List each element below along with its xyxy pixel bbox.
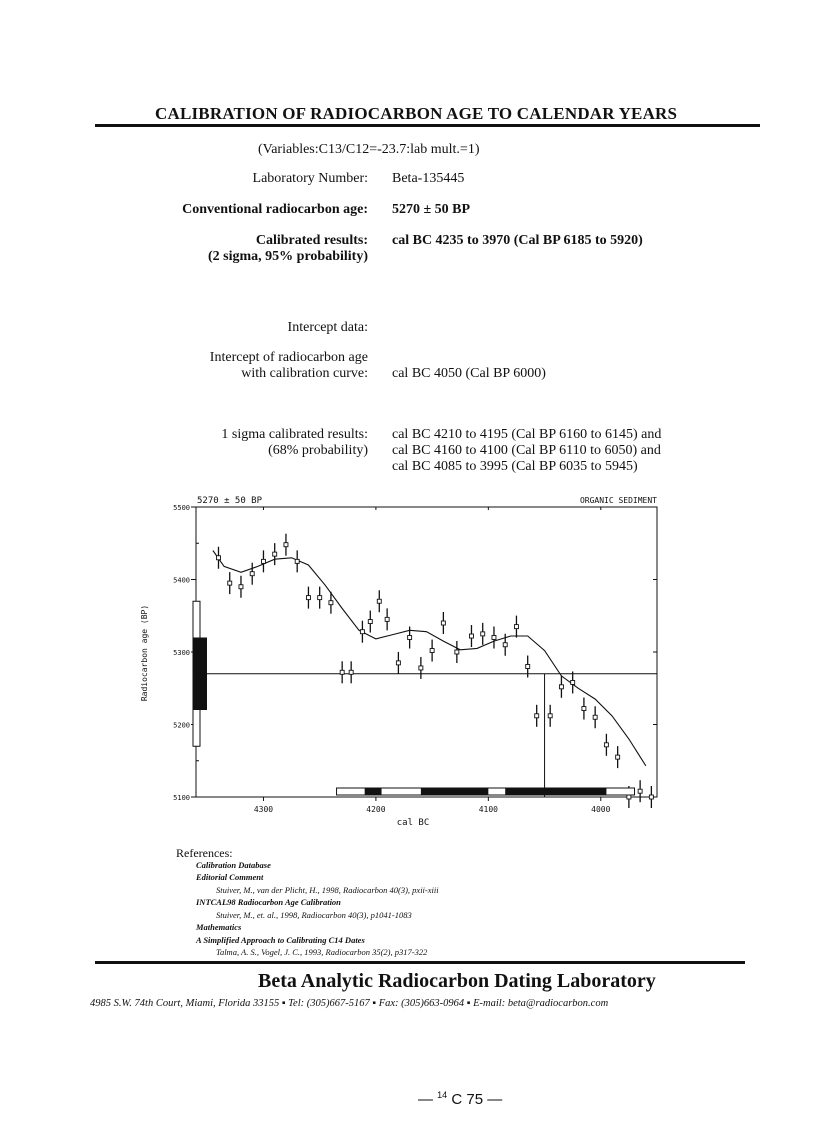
data-point — [593, 715, 597, 719]
data-point — [481, 632, 485, 636]
intercept-label — [210, 350, 368, 382]
data-point — [492, 636, 496, 640]
y-tick-label: 5100 — [173, 794, 190, 802]
calibrated-label-sub: (2 sigma, 95% probability) — [208, 249, 368, 264]
calibrated-value: cal BC 4235 to 3970 (Cal BP 6185 to 5920) — [392, 233, 643, 248]
page-number-prefix: — — [418, 1091, 433, 1108]
conventional-age-value: 5270 ± 50 BP — [392, 202, 471, 217]
data-point — [408, 636, 412, 640]
one-sigma-value-3: cal BC 4085 to 3995 (Cal BP 6035 to 5945) — [392, 459, 638, 474]
calibration-curve — [213, 551, 646, 766]
data-point — [396, 661, 400, 665]
ref-line-2: Editorial Comment — [196, 872, 264, 882]
data-point — [526, 665, 530, 669]
data-point — [582, 707, 586, 711]
x-tick-label: 4100 — [478, 805, 498, 814]
bottom-rule — [95, 961, 745, 964]
range-1sigma — [505, 788, 606, 795]
data-point — [385, 617, 389, 621]
page-number-sup: 14 — [437, 1090, 448, 1100]
chart-x-label: cal BC — [396, 818, 430, 828]
data-point — [228, 581, 232, 585]
variables-line: (Variables:C13/C12=-23.7:lab mult.=1) — [258, 142, 480, 157]
one-sigma-value-1: cal BC 4210 to 4195 (Cal BP 6160 to 6145) and — [392, 427, 662, 442]
ref-line-8: Talma, A. S., Vogel, J. C., 1993, Radiocarbon 35(2), p317-322 — [216, 947, 428, 957]
intercept-label-line1: Intercept of radiocarbon age — [209, 350, 368, 365]
data-point — [535, 714, 539, 718]
data-point — [616, 755, 620, 759]
lab-number-value: Beta-135445 — [392, 171, 465, 186]
conventional-age-label: Conventional radiocarbon age: — [182, 202, 368, 217]
data-point — [239, 585, 243, 589]
x-tick-label: 4000 — [591, 805, 611, 814]
data-point — [349, 670, 353, 674]
data-point — [360, 630, 364, 634]
y-tick-label: 5200 — [173, 721, 190, 730]
range-1sigma — [365, 788, 382, 795]
data-point — [318, 596, 322, 600]
y-tick-label: 5400 — [173, 576, 190, 585]
x-tick-label: 4200 — [366, 805, 386, 814]
x-tick-label: 4300 — [253, 805, 274, 814]
data-point — [295, 559, 299, 563]
one-sigma-value-2: cal BC 4160 to 4100 (Cal BP 6110 to 6050) and — [392, 443, 661, 458]
data-point — [377, 599, 381, 603]
chart-y-label: Radiocarbon age (BP) — [140, 604, 149, 702]
data-point — [469, 634, 473, 638]
data-point — [571, 680, 575, 684]
ref-line-3: Stuiver, M., van der Plicht, H., 1998, Radiocarbon 40(3), pxii-xiii — [216, 885, 439, 895]
data-point — [306, 596, 310, 600]
data-point — [273, 552, 277, 556]
y-tick-label: 5300 — [173, 649, 190, 657]
page-title: CALIBRATION OF RADIOCARBON AGE TO CALENDAR YEARS — [155, 104, 678, 123]
data-point — [455, 650, 459, 654]
data-point — [441, 621, 445, 625]
one-sigma-label — [221, 427, 368, 459]
ref-line-6: Mathematics — [196, 922, 242, 932]
data-point — [638, 789, 642, 793]
data-point — [559, 685, 563, 689]
data-point — [419, 666, 423, 670]
ref-line-1: Calibration Database — [196, 860, 271, 870]
calibration-chart — [135, 490, 675, 835]
one-sigma-label-line1: 1 sigma calibrated results: — [221, 427, 368, 442]
data-point — [627, 795, 631, 799]
one-sigma-values — [392, 427, 661, 475]
data-point — [430, 649, 434, 653]
one-sigma-label-line2: (68% probability) — [268, 443, 368, 458]
chart-title: 5270 ± 50 BP — [197, 496, 263, 506]
intercept-heading: Intercept data: — [287, 320, 368, 335]
page-number-main: C 75 — — [451, 1091, 503, 1108]
lab-address: 4985 S.W. 74th Court, Miami, Florida 33155 ▪ Tel: (305)667-5167 ▪ Fax: (305)663-0964 ▪ E-mail: beta@radiocarbon.com — [90, 998, 609, 1009]
data-point — [250, 572, 254, 576]
data-point — [649, 795, 653, 799]
chart-subtitle: ORGANIC SEDIMENT — [579, 496, 657, 505]
data-point — [514, 625, 518, 629]
plot-frame — [196, 507, 657, 797]
data-point — [329, 601, 333, 605]
lab-number-label: Laboratory Number: — [252, 171, 368, 186]
calibrated-label-main: Calibrated results: — [255, 233, 368, 248]
data-point — [503, 643, 507, 647]
intercept-label-line2: with calibration curve: — [241, 366, 368, 381]
data-point — [604, 743, 608, 747]
range-1sigma — [421, 788, 488, 795]
data-point — [261, 559, 265, 563]
data-point — [284, 543, 288, 547]
references-heading: References: — [176, 846, 233, 860]
top-rule — [95, 124, 760, 127]
ref-line-4: INTCAL98 Radiocarbon Age Calibration — [196, 897, 341, 907]
calibrated-label — [208, 233, 368, 265]
ref-line-5: Stuiver, M., et. al., 1998, Radiocarbon 40(3), p1041-1083 — [216, 910, 412, 920]
data-point — [216, 556, 220, 560]
chart-marks — [173, 504, 657, 814]
data-point — [548, 714, 552, 718]
intercept-value: cal BC 4050 (Cal BP 6000) — [392, 366, 546, 381]
page-number — [418, 1090, 502, 1108]
lab-name: Beta Analytic Radiocarbon Dating Laboratory — [258, 970, 656, 992]
ref-line-7: A Simplified Approach to Calibrating C14 Dates — [196, 935, 365, 945]
y-tick-label: 5500 — [173, 504, 190, 512]
data-point — [340, 670, 344, 674]
data-point — [368, 620, 372, 624]
